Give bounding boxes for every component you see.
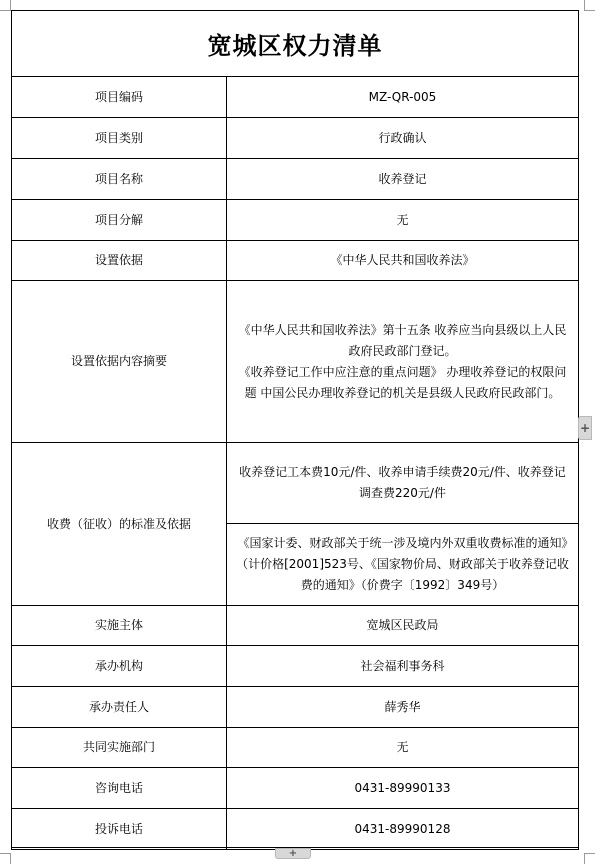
row-value: 社会福利事务科 [227, 646, 579, 687]
row-label: 项目名称 [12, 159, 227, 200]
row-value: 收养登记 [227, 159, 579, 200]
row-label: 收费（征收）的标准及依据 [12, 443, 227, 606]
table-resize-handle-bottom[interactable] [275, 848, 311, 859]
table-row [12, 768, 579, 809]
plus-icon: + [288, 848, 298, 859]
table-row [12, 118, 579, 159]
power-list-table [11, 76, 579, 850]
row-value: MZ-QR-005 [227, 77, 579, 118]
row-label: 共同实施部门 [12, 728, 227, 768]
row-value: 0431-89990128 [227, 809, 579, 850]
row-label: 项目分解 [12, 200, 227, 241]
table-row [12, 809, 579, 850]
row-value [227, 281, 579, 443]
table-row [12, 281, 579, 443]
fee-basis-value: 《国家计委、财政部关于统一涉及境内外双重收费标准的通知》（计价格[2001]523号、《国家物价局、财政部关于收养登记收费的通知》（价费字〔1992〕349号） [227, 524, 579, 606]
table-row [12, 200, 579, 241]
row-label: 设置依据 [12, 241, 227, 281]
table-row [12, 77, 579, 118]
document-title: 宽城区权力清单 [207, 31, 383, 60]
table-row [12, 159, 579, 200]
page-corner-mark [0, 0, 11, 11]
row-value: 无 [227, 200, 579, 241]
table-row [12, 687, 579, 728]
row-label: 投诉电话 [12, 809, 227, 850]
power-list-document [11, 10, 579, 848]
table-row [12, 606, 579, 646]
page-corner-mark [584, 853, 595, 864]
row-label: 咨询电话 [12, 768, 227, 809]
row-value: 薛秀华 [227, 687, 579, 728]
fee-standard-value: 收养登记工本费10元/件、收养申请手续费20元/件、收养登记调查费220元/件 [227, 443, 579, 524]
row-label: 项目类别 [12, 118, 227, 159]
page-corner-mark [584, 0, 595, 11]
table-row [12, 443, 579, 524]
row-label: 实施主体 [12, 606, 227, 646]
table-row [12, 728, 579, 768]
row-label: 承办责任人 [12, 687, 227, 728]
row-value: 无 [227, 728, 579, 768]
row-label: 项目编码 [12, 77, 227, 118]
row-value: 宽城区民政局 [227, 606, 579, 646]
table-row [12, 646, 579, 687]
table-row [12, 241, 579, 281]
page-corner-mark [0, 853, 11, 864]
row-label: 设置依据内容摘要 [12, 281, 227, 443]
row-value: 0431-89990133 [227, 768, 579, 809]
row-label: 承办机构 [12, 646, 227, 687]
row-value: 《中华人民共和国收养法》 [227, 241, 579, 281]
basis-summary-text: 《中华人民共和国收养法》第十五条 收养应当向县级以上人民政府民政部门登记。 《收养登记工作中应注意的重点问题》 办理收养登记的权限问题 中国公民办理收养登记的机关是县级人民政府民政部门。 [238, 322, 567, 400]
plus-icon: + [579, 421, 591, 435]
row-value: 行政确认 [227, 118, 579, 159]
table-resize-handle-right[interactable] [578, 416, 592, 440]
